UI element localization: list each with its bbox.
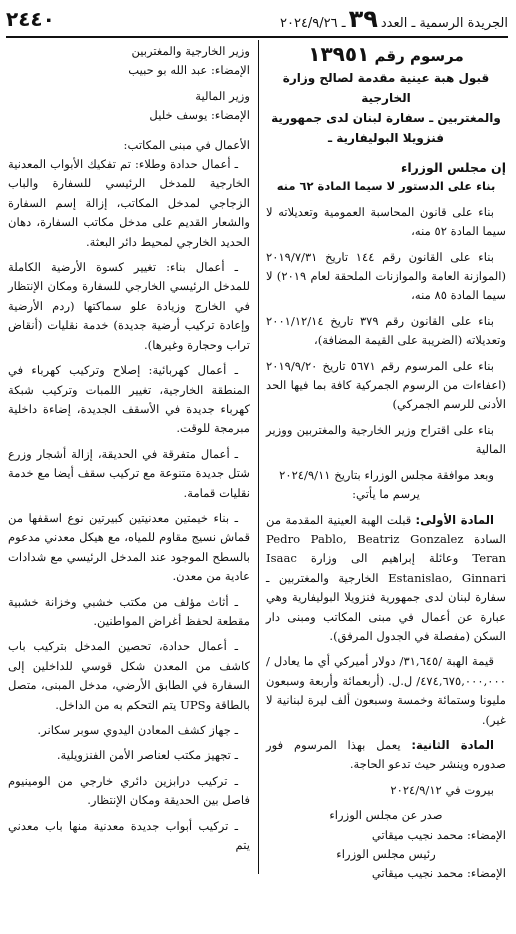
issue-number: ٣٩ bbox=[348, 5, 378, 33]
article-1 bbox=[266, 511, 506, 647]
constitution-recital: بناء على الدستور لا سيما المادة ٦٢ منه bbox=[276, 179, 496, 194]
decrees-heading: يرسم ما يأتي: bbox=[352, 487, 420, 502]
works-heading: الأعمال في مبنى المكاتب: bbox=[123, 137, 250, 152]
article-2-text: يعمل بهذا المرسوم فور صدوره وينشر حيث تدعو الحاجة. bbox=[266, 737, 506, 772]
article-1-label: المادة الأولى: bbox=[415, 512, 494, 527]
pm-title: رئيس مجلس الوزراء bbox=[336, 846, 436, 861]
column-divider bbox=[258, 40, 259, 874]
right-column bbox=[266, 42, 506, 883]
works-item: ـ أعمال بناء: تغيير كسوة الأرضية الكاملة للمدخل الرئيسي الخارجي للسفارة ومكان الإنتظار في الخارج وزيادة علو سماكتها (ردم الأرضية وإعادة تركيب أرضية جديدة) خدمة نقليات (أنقاض تراب وحجارة وغيرها). bbox=[8, 260, 250, 352]
header-divider bbox=[6, 36, 508, 38]
donation-value: قيمة الهبة /٣١,٦٤٥/ دولار أميركي أي ما يعادل /٤٧٤,٦٧٥,٠٠٠,٠٠٠/ ل.ل. (أربعمائة وأربعة وسبعون مليونا وستمائة وخمسة وسبعون ألف ليرة لبنانية لا غير). bbox=[266, 654, 506, 727]
article-2-label: المادة الثانية: bbox=[411, 737, 495, 752]
works-item: ـ بناء خيمتين معدنيتين كبيرتين نوع اسقفها من قماش نسيج مقاوم للمياه، مع هيكل معدني مدعوم بالسطح الموجود عند المدخل الرئيسي مع شدادات عادية من معدن. bbox=[8, 510, 250, 584]
decree-subject-3: فنزويلا البوليفارية ـ bbox=[327, 131, 445, 145]
issue-date: ـ ٢٠٢٤/٩/٢٦ bbox=[280, 16, 346, 31]
gazette-issue-title bbox=[280, 5, 508, 33]
page-header bbox=[6, 4, 508, 34]
minister-foreign-affairs: وزير الخارجية والمغتربين bbox=[131, 44, 250, 58]
decree-number: ١٣٩٥١ bbox=[308, 42, 370, 66]
decree-subject-1: قبول هبة عينية مقدمة لصالح وزارة الخارجية bbox=[282, 71, 490, 105]
recital-5: بناء على اقتراح وزير الخارجية والمغتربين ووزير المالية bbox=[266, 422, 506, 457]
decree-label: مرسوم رقم bbox=[374, 47, 464, 65]
works-item: ـ أعمال كهربائية: إصلاح وتركيب كهرباء في المنطقة الخارجية، تغيير اللمبات وتركيب شبكة كهرباء جديدة في الأسقف الجديدة، إضاءة داخلية مبرمجة للوقت. bbox=[8, 363, 250, 436]
gazette-prefix: الجريدة الرسمية ـ العدد bbox=[380, 16, 508, 31]
recital-3: بناء على القانون رقم ٣٧٩ تاريخ ٢٠٠١/١٢/١٤ وتعديلاته (الضريبة على القيمة المضافة)، bbox=[266, 313, 506, 348]
recital-6: وبعد موافقة مجلس الوزراء بتاريخ ٢٠٢٤/٩/١١ bbox=[279, 467, 494, 482]
article-1-text: قبلت الهبة العينية المقدمة من السادة Pedro Pablo, Beatriz Gonzalez Teran وعائلة إبراهيم الى وزارة Isaac Estanislao, Ginnari الخارجية والمغتربين ـ سفارة لبنان لدى جمهورية فنزويلا البوليفارية وهي عبارة عن أعمال في مبنى المكاتب ومبنى دار السكن (مفصلة في الجدول المرفق). bbox=[266, 512, 507, 643]
recital-4: بناء على المرسوم رقم ٥٦٧١ تاريخ ٢٠١٩/٩/٢٠ (اعفاءات من الرسوم الجمركية كافة بما فيها الحد الأدنى للرسم الجمركي) bbox=[266, 358, 506, 412]
works-item: ـ تركيب أبواب جديدة معدنية منها باب معدني يتم bbox=[8, 818, 250, 853]
recital-2: بناء على القانون رقم ١٤٤ تاريخ ٢٠١٩/٧/٣١ (الموازنة العامة والموازنات الملحقة لعام ٢٠١٩) لا سيما المادة ٨٥ منه، bbox=[266, 249, 507, 303]
place-date: بيروت في ٢٠٢٤/٩/١٢ bbox=[390, 782, 494, 797]
decree-title bbox=[266, 42, 506, 68]
council-heading: إن مجلس الوزراء bbox=[400, 160, 506, 175]
works-item: ـ أعمال حدادة، تحصين المدخل بتركيب باب كاشف من المعدن شكل قوسي للداخلين إلى السفارة في الطابق الأرضي، مدخل المبنى، متصل بالطاقة وUPS يتم التحكم به من الداخل. bbox=[8, 639, 250, 712]
works-item: ـ تجهيز مكتب لعناصر الأمن الفنزويلية. bbox=[56, 748, 238, 763]
decree-subject-2: والمغتربين ـ سفارة لبنان لدى جمهورية bbox=[271, 111, 501, 125]
page-number: ٢٤٤٠ bbox=[6, 7, 55, 31]
issued-by: صدر عن مجلس الوزراء bbox=[329, 808, 443, 823]
works-item: ـ تركيب درابزين دائري خارجي من الومينيوم فاصل بين الحديقة ومكان الإنتظار. bbox=[8, 773, 250, 808]
works-item: ـ جهاز كشف المعادن اليدوي سوبر سكانر. bbox=[37, 723, 238, 737]
recital-1: بناء على قانون المحاسبة العمومية وتعديلاته لا سيما المادة ٥٢ منه، bbox=[266, 204, 506, 239]
signature-finance: الإمضاء: يوسف خليل bbox=[149, 108, 250, 123]
signature-pm-1: الإمضاء: محمد نجيب ميقاتي bbox=[371, 827, 506, 842]
works-item: ـ أعمال حدادة وطلاء: تم تفكيك الأبواب المعدنية الخارجية للمدخل الرئيسي للسفارة والباب الزجاجي لمدخل المكاتب، إزالة إسم السفارة والشعار القديم على مدخل مكاتب السفارة، دهان الحديد الخارجي لمحيط دائر البعثة. bbox=[8, 157, 250, 249]
minister-finance: وزير المالية bbox=[195, 88, 250, 103]
signature-foreign-affairs: الإمضاء: عبد الله بو حبيب bbox=[128, 63, 250, 78]
works-item: ـ أعمال متفرقة في الحديقة، إزالة أشجار وزرع شتل جديدة متنوعة مع تركيب سقف أيضا مع خدمة نقليات قمامة. bbox=[8, 446, 250, 500]
left-column bbox=[8, 42, 250, 855]
works-item: ـ أثاث مؤلف من مكتب خشبي وخزانة خشبية مقطعة لحفظ أغراض المواطنين. bbox=[8, 594, 250, 628]
signature-pm-2: الإمضاء: محمد نجيب ميقاتي bbox=[371, 866, 506, 880]
article-2 bbox=[266, 736, 506, 775]
